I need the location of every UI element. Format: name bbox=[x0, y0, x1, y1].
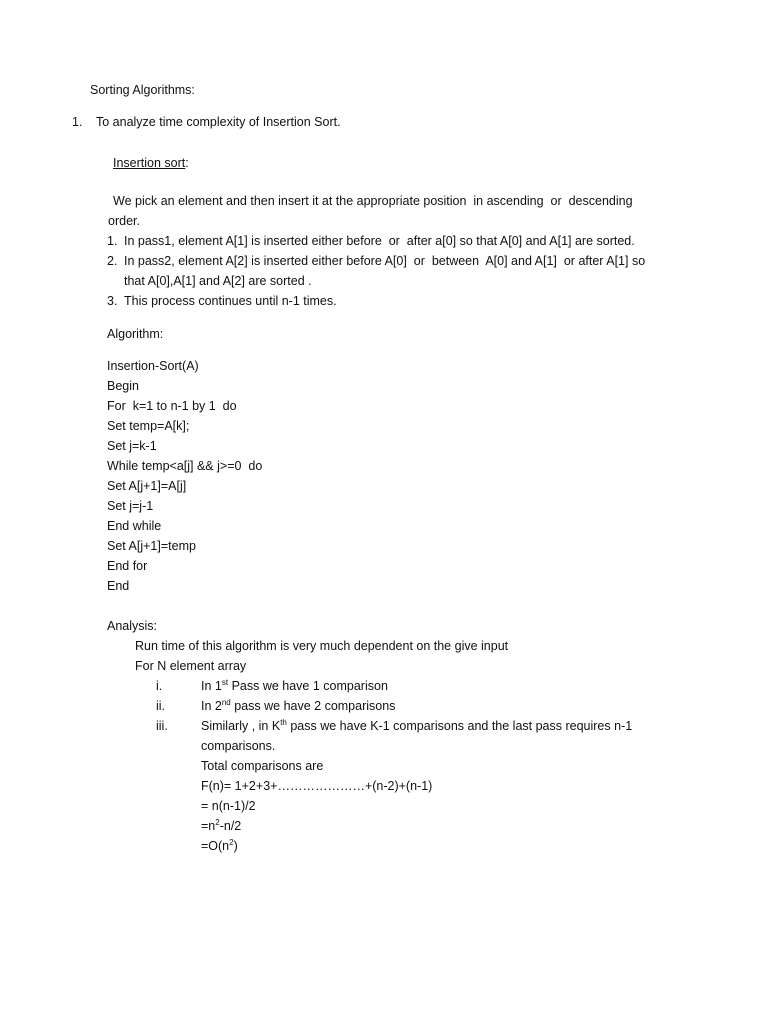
formula-line: F(n)= 1+2+3+…………………+(n-2)+(n-1) bbox=[201, 779, 433, 793]
question-number: 1. bbox=[72, 115, 83, 129]
intro-line-1: We pick an element and then insert it at the appropriate position in ascending or descending bbox=[113, 194, 633, 208]
code-line: End for bbox=[107, 559, 148, 573]
step-text: In pass1, element A[1] is inserted either before or after a[0] so that A[0] and A[1] are sorted. bbox=[124, 234, 635, 248]
step-number: 1. bbox=[107, 234, 118, 248]
code-line: Set j=k-1 bbox=[107, 439, 157, 453]
formula-line: = n(n-1)/2 bbox=[201, 799, 256, 813]
code-line: For k=1 to n-1 by 1 do bbox=[107, 399, 237, 413]
code-line: End while bbox=[107, 519, 162, 533]
pass-text: In 2nd pass we have 2 comparisons bbox=[201, 698, 396, 713]
step-text: that A[0],A[1] and A[2] are sorted . bbox=[124, 274, 312, 288]
section-colon: : bbox=[185, 156, 189, 170]
intro-line-2: order. bbox=[108, 214, 140, 228]
code-line: Set j=j-1 bbox=[107, 499, 154, 513]
question-text: To analyze time complexity of Insertion Sort. bbox=[96, 115, 341, 129]
formula-line: $=n^2-n/2$ bbox=[201, 818, 242, 833]
code-line: Set temp=A[k]; bbox=[107, 419, 190, 433]
section-heading bbox=[113, 155, 189, 171]
step-number: 3. bbox=[107, 294, 118, 308]
section-title: Insertion sort bbox=[113, 156, 186, 170]
step-text: In pass2, element A[2] is inserted either before A[0] or between A[0] and A[1] or after A[1] so bbox=[124, 254, 646, 268]
code-line: Set A[j+1]=temp bbox=[107, 539, 196, 553]
algorithm-heading: Algorithm: bbox=[107, 327, 164, 341]
pass-number: i. bbox=[156, 679, 163, 693]
analysis-line-1: Run time of this algorithm is very much dependent on the give input bbox=[135, 639, 509, 653]
step-number: 2. bbox=[107, 254, 118, 268]
pass-text: In 1st Pass we have 1 comparison bbox=[201, 678, 388, 693]
pass-number: ii. bbox=[156, 699, 166, 713]
doc-title: Sorting Algorithms: bbox=[90, 83, 195, 97]
code-line: Begin bbox=[107, 379, 139, 393]
pass-number: iii. bbox=[156, 719, 168, 733]
code-line: While temp<a[j] && j>=0 do bbox=[107, 459, 263, 473]
step-text: This process continues until n-1 times. bbox=[124, 294, 337, 308]
pass-3-continuation: comparisons. bbox=[201, 739, 276, 753]
code-line: Insertion-Sort(A) bbox=[107, 359, 199, 373]
code-line: Set A[j+1]=A[j] bbox=[107, 479, 187, 493]
analysis-line-2: For N element array bbox=[135, 659, 247, 673]
code-line: End bbox=[107, 579, 130, 593]
analysis-heading: Analysis: bbox=[107, 619, 158, 633]
formula-line: $=O(n^2)$ bbox=[201, 838, 238, 853]
pass-text: Similarly , in $K^{th}$ pass we have K-1 comparisons and the last pass requires n-1 bbox=[201, 718, 633, 733]
total-heading: Total comparisons are bbox=[201, 759, 324, 773]
